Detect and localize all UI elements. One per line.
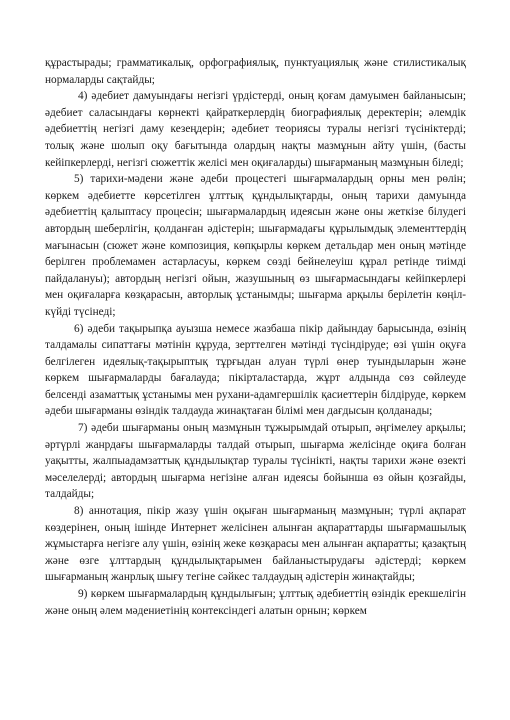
paragraph-item-8: 8) аннотация, пікір жазу үшін оқыған шығарманың мазмұнын; түрлі ақпарат көздерінен, оның ішінде Интернет желісінен алынған ақпараттарды шығармашылық жұмыстарға негізге алу үшін, өзінің жеке көзқарасы мен алынған ақпаратты; қазақтың және өзге ұлттардың құндылықтарымен байланыстырудағы әдістерді; көркем шығарманың жанрлық шығу тегіне сәйкес талдаудың әдістерін жинақтайды;	[45, 505, 466, 584]
paragraph-item-7: 7) әдеби шығарманы оның мазмұнын тұжырымдай отырып, әңгімелеу арқылы; әртүрлі жанрдағы шығармаларды талдай отырып, шығарма желісінде оқиға болған уақытты, жалпыадамзаттық құндылықтар туралы түсінікті, нақты тарихи және өзекті мәселелерді; автордың шығарма негізіне алған идеясы бойынша өз ойын қозғайды, талдайды;	[45, 422, 466, 501]
paragraph-item-5: 5) тарихи-мәдени және әдеби процестегі шығармалардың орны мен рөлін; көркем әдебиетте көрсетілген ұлттық құндылықтарды, оның тарихи дамуында әдебиеттің қалыптасу процесін; шығармалардың идеясын және оны жеткізе білудегі автордың шеберлігін, қолданған әдістерін; шығармадағы құрылымдық элементтердің мағынасын (сюжет және композиция, көпқырлы көркем детальдар мен оның мәтінде берілген проблемамен астарласуы, көркем сөзді бейнелеуіш құрал ретінде тиімді пайдалануы); автордың негізгі ойын, жазушының өз шығармасындағы кейіпкерлері мен оқиғаларға көзқарасын, авторлық ұстанымды; шығарма арқылы берілетін көңіл-күйді түсінеді;	[45, 173, 466, 318]
paragraph-item-9: 9) көркем шығармалардың құндылығын; ұлттық әдебиеттің өзіндік ерекшелігін және оның әлем мәдениетінің контексіндегі алатын орнын; көркем	[45, 588, 466, 617]
paragraph-continuation: құрастырады; грамматикалық, орфографиялық, пунктуациялық және стилистикалық нормаларды сақтайды;	[45, 57, 466, 86]
paragraph-item-6: 6) әдеби тақырыпқа ауызша немесе жазбаша пікір дайындау барысында, өзінің талдамалы сипаттағы мәтінін құруда, зерттелген мәтінді түсіндіруде; өзі үшін оқуға белгілеген идеялық-тақырыптық тұрғыдан алуан түрлі өнер туындыларын және көркем шығармаларды бағалауда; пікірталастарда, жұрт алдында сөз сөйлеуде белсенді азаматтық ұстанымы мен рухани-адамгершілік қасиеттерін білдіруде, көркем әдеби шығарманы өзіндік талдауда жинақтаған білімі мен дағдысын қолданады;	[45, 322, 466, 418]
document-body	[45, 55, 466, 619]
paragraph-item-4: 4) әдебиет дамуындағы негізгі үрдістерді, оның қоғам дамуымен байланысын; әдебиет саласындағы көрнекті қайраткерлердің биографиялық деректерін; әлемдік әдебиеттің негізгі даму кезеңдерін; әдебиет теориясы туралы негізгі түсініктерді; толық және шолып оқу бағытында олардың нақты мазмұнын айту үшін, (басты кейіпкерлерді, негізгі сюжеттік желісі мен оқиғаларды) шығарманың мазмұнын біледі;	[45, 90, 466, 169]
